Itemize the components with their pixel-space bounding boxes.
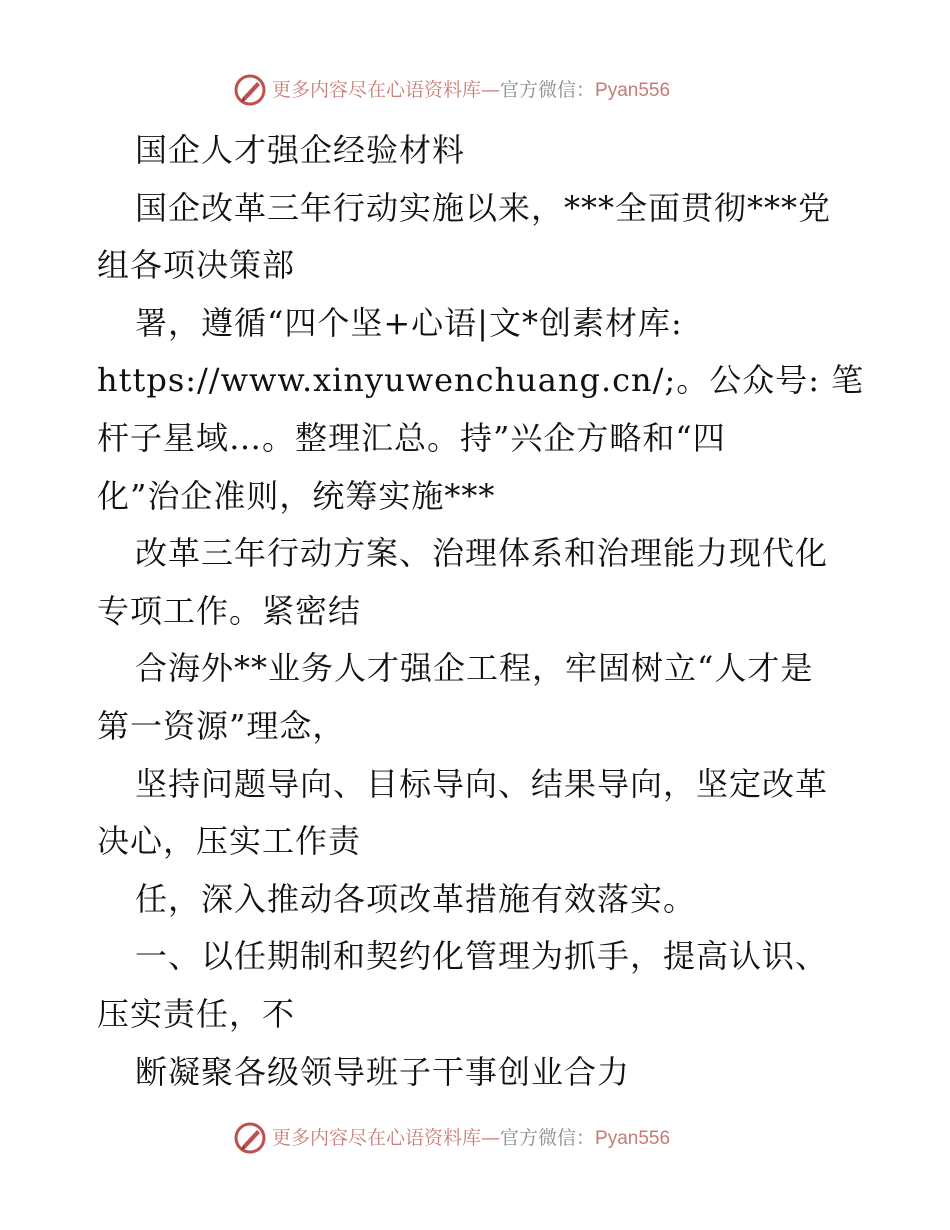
paragraph-line: 杆子星域…。整理汇总。持”兴企方略和“四 — [97, 418, 726, 457]
paragraph-line: 署，遵循“四个坚+心语|文*创素材库: — [135, 303, 683, 342]
footer-official-label: 官方微信： — [500, 1127, 596, 1149]
paragraph-line: 任，深入推动各项改革措施有效落实。 — [135, 879, 697, 918]
paragraph-line: 化”治企准则，统筹实施*** — [97, 476, 496, 515]
document-body — [97, 122, 865, 1101]
paragraph-line: 合海外**业务人才强企工程，牢固树立“人才是 — [135, 649, 814, 688]
footer-wechat-id: Pyan556 — [595, 1128, 671, 1149]
paragraph-line: 改革三年行动方案、治理体系和治理能力现代化 — [135, 534, 829, 573]
section-heading-line: 一、以任期制和契约化管理为抓手，提高认识、 — [135, 937, 829, 976]
footer-promo-text: 更多内容尽在心语资料库 — [272, 1127, 482, 1149]
paragraph-line: 组各项决策部 — [97, 246, 296, 285]
footer-dash: — — [481, 1127, 501, 1149]
paragraph-line: 第一资源”理念， — [97, 706, 346, 745]
footer-banner — [0, 1118, 950, 1158]
document-title: 国企人才强企经验材料 — [135, 131, 466, 169]
paragraph-line: 断凝聚各级领导班子干事创业合力 — [135, 1052, 631, 1091]
paragraph-line: 国企改革三年行动实施以来，***全面贯彻***党 — [135, 188, 832, 227]
header-wechat-id: Pyan556 — [595, 80, 671, 101]
header-banner-text — [272, 78, 670, 103]
pen-logo-icon — [233, 1121, 267, 1155]
paragraph-line: 专项工作。紧密结 — [97, 591, 362, 630]
header-banner — [0, 70, 950, 110]
header-dash: — — [481, 79, 501, 101]
paragraph-line: 坚持问题导向、目标导向、结果导向，坚定改革 — [135, 764, 829, 803]
paragraph-line: 决心，压实工作责 — [97, 822, 362, 861]
pen-logo-icon — [233, 73, 267, 107]
paragraph-line: https://www.xinyuwenchuang.cn/;。公众号: 笔 — [97, 361, 865, 400]
footer-banner-text — [272, 1126, 670, 1151]
section-heading-line: 压实责任，不 — [97, 994, 296, 1033]
header-official-label: 官方微信： — [500, 79, 596, 101]
header-promo-text: 更多内容尽在心语资料库 — [272, 79, 482, 101]
